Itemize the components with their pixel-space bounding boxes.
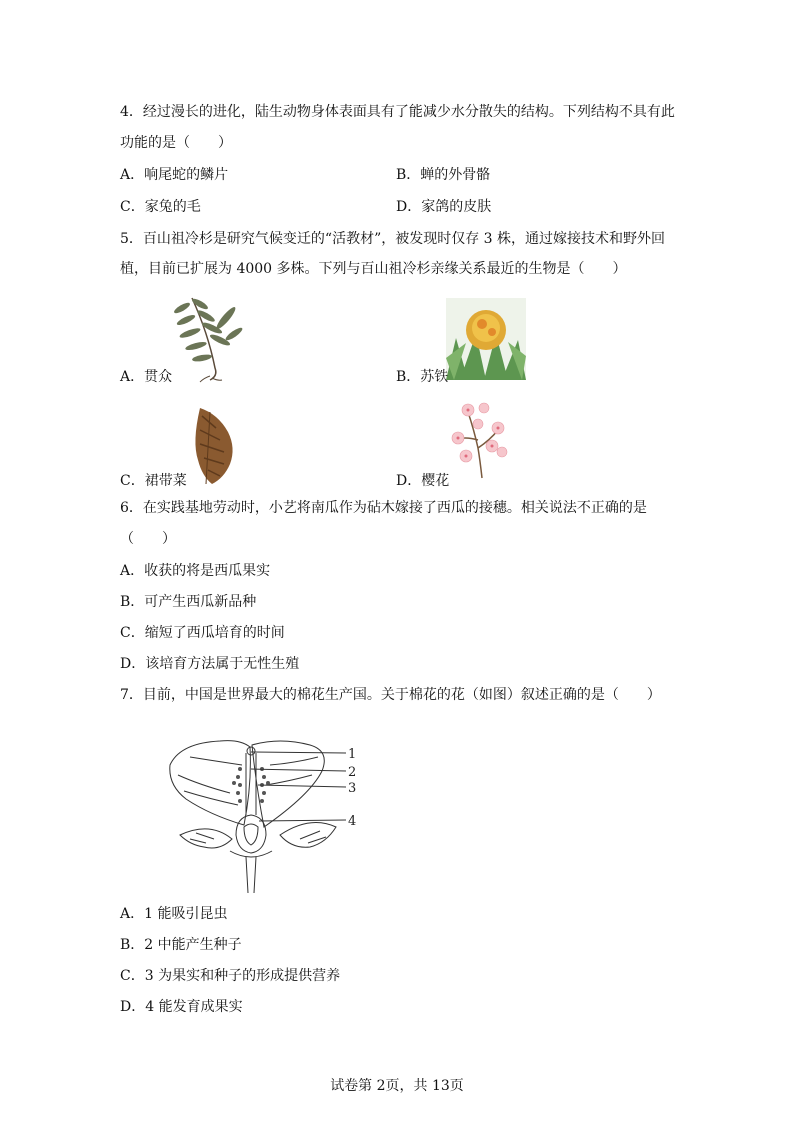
q7-option-c[interactable]: C．3 为果实和种子的形成提供营养 bbox=[120, 968, 341, 984]
seaweed-icon bbox=[188, 406, 238, 486]
q4-option-c[interactable]: C．家兔的毛 bbox=[120, 199, 201, 215]
q6-stem-line1: 6．在实践基地劳动时，小艺将南瓜作为砧木嫁接了西瓜的接穗。相关说法不正确的是 bbox=[120, 500, 647, 516]
q4-option-d[interactable]: D．家鸽的皮肤 bbox=[396, 199, 492, 215]
q7-stem: 7．目前，中国是世界最大的棉花生产国。关于棉花的花（如图）叙述正确的是（ ） bbox=[120, 687, 661, 703]
q5-option-c[interactable]: C．裙带菜 bbox=[120, 473, 187, 489]
q7-option-d[interactable]: D．4 能发育成果实 bbox=[120, 999, 243, 1015]
q5-stem-line1: 5．百山祖冷杉是研究气候变迁的“活教材”，被发现时仅存 3 株，通过嫁接技术和野外回 bbox=[120, 231, 666, 247]
q6-option-a[interactable]: A．收获的将是西瓜果实 bbox=[120, 563, 271, 579]
diagram-label-3: 3 bbox=[348, 781, 357, 796]
q6-option-d[interactable]: D．该培育方法属于无性生殖 bbox=[120, 656, 300, 672]
diagram-label-4: 4 bbox=[348, 814, 357, 829]
q6-option-b[interactable]: B．可产生西瓜新品种 bbox=[120, 594, 257, 610]
cherry-blossom-icon bbox=[448, 400, 516, 482]
q5-option-a[interactable]: A．贯众 bbox=[120, 369, 173, 385]
q4-stem-line2: 功能的是（ ） bbox=[120, 135, 232, 151]
q4-option-b[interactable]: B．蝉的外骨骼 bbox=[396, 167, 491, 183]
q7-option-a[interactable]: A．1 能吸引昆虫 bbox=[120, 906, 228, 922]
q7-option-b[interactable]: B．2 中能产生种子 bbox=[120, 937, 242, 953]
q4-stem-line1: 4．经过漫长的进化，陆生动物身体表面具有了能减少水分散失的结构。下列结构不具有此 bbox=[120, 104, 675, 120]
q5-stem-line2: 植，目前已扩展为 4000 多株。下列与百山祖冷杉亲缘关系最近的生物是（ ） bbox=[120, 261, 627, 277]
diagram-label-1: 1 bbox=[348, 747, 357, 762]
cotton-flower-diagram bbox=[160, 735, 360, 895]
page-footer: 试卷第 2页，共 13页 bbox=[330, 1078, 464, 1094]
q4-option-a[interactable]: A．响尾蛇的鳞片 bbox=[120, 167, 229, 183]
diagram-label-2: 2 bbox=[348, 765, 357, 780]
q5-option-b[interactable]: B．苏铁 bbox=[396, 369, 449, 385]
cycad-icon bbox=[446, 298, 526, 380]
q5-option-d[interactable]: D．樱花 bbox=[396, 473, 450, 489]
fern-icon bbox=[170, 288, 250, 383]
q6-stem-line2: （ ） bbox=[120, 531, 176, 547]
q6-option-c[interactable]: C．缩短了西瓜培育的时间 bbox=[120, 625, 285, 641]
